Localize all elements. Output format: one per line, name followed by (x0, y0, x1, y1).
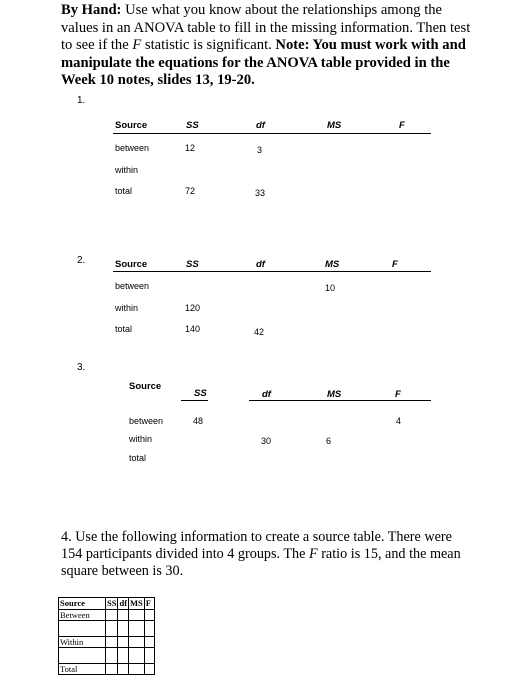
source-table-cell (144, 621, 154, 637)
source-table-label-between: Between (59, 610, 106, 621)
problem-number-1: 1. (77, 95, 86, 106)
source-table-header-f: F (144, 598, 154, 610)
table1-header-df: df (256, 120, 265, 131)
source-table-cell (106, 664, 118, 675)
table1-header-source: Source (115, 120, 148, 131)
source-table-cell (129, 621, 145, 637)
table3-header-df: df (262, 389, 271, 400)
source-table-cell (118, 621, 129, 637)
table3-between-f: 4 (396, 416, 402, 426)
question-4-text-part1: 4. Use the following information to create a source table. There were 154 participants divided into 4 groups. The (61, 529, 452, 563)
table2-header-f: F (392, 259, 398, 270)
table2-header-ms: MS (325, 259, 340, 270)
table3-within-df: 30 (261, 436, 272, 446)
table2-within-ss: 120 (185, 303, 201, 313)
source-table-label-within: Within (59, 637, 106, 648)
source-table (58, 597, 155, 675)
table1-total-ss: 72 (185, 186, 196, 196)
table2-header-source: Source (115, 259, 148, 270)
source-table-header-row (59, 598, 155, 610)
question-4-text (61, 529, 461, 581)
source-table-header-ms: MS (130, 598, 143, 608)
source-table-header-df: df (119, 598, 128, 608)
table3-header-f: F (395, 389, 401, 400)
table3-ss-rule (181, 400, 208, 401)
source-table-header-ss: SS (107, 598, 117, 608)
source-table-row-total (59, 664, 155, 675)
problem-number-2: 2. (77, 255, 86, 266)
table1-row-between: between (115, 143, 150, 153)
instructions-text: Use what you know about the relationships among the values in an ANOVA table to fill in the missing information. Then test to see if the (61, 2, 471, 54)
table1-row-total: total (115, 186, 133, 196)
source-table-cell (59, 621, 106, 637)
question-4-text-part2: ratio is 15, and the mean square between is 30. (61, 546, 461, 580)
source-table-cell (118, 648, 129, 664)
source-table-row-blank (59, 648, 155, 664)
source-table-cell (129, 648, 145, 664)
table2-header-df: df (256, 259, 265, 270)
source-table-cell (129, 637, 145, 648)
table1-header-ms: MS (327, 120, 342, 131)
question-4-f-symbol: F (308, 546, 318, 563)
source-table-cell (144, 664, 154, 675)
table3-header-rule (249, 400, 431, 401)
source-table-cell (106, 610, 118, 621)
f-statistic-symbol: F (132, 37, 142, 54)
table1-between-ss: 12 (185, 143, 196, 153)
by-hand-label: By Hand: (61, 2, 122, 18)
table3-between-ss: 48 (193, 416, 204, 426)
source-table-cell (144, 610, 154, 621)
instructions-paragraph (61, 2, 481, 90)
source-table-cell (118, 664, 129, 675)
table3-within-ms: 6 (326, 436, 332, 446)
table1-total-df: 33 (255, 188, 266, 198)
table3-row-within: within (129, 434, 153, 444)
source-table-header-source: Source (59, 598, 106, 610)
table2-row-between: between (115, 281, 150, 291)
table2-header-rule (113, 271, 431, 272)
source-table-cell (118, 637, 129, 648)
table1-row-within: within (115, 165, 139, 175)
table2-row-within: within (115, 303, 139, 313)
table1-header-ss: SS (186, 120, 199, 131)
source-table-row-between (59, 610, 155, 621)
table2-between-ms: 10 (325, 283, 336, 293)
source-table-cell (106, 621, 118, 637)
source-table-cell (129, 610, 145, 621)
table3-row-total: total (129, 453, 147, 463)
table2-row-total: total (115, 324, 133, 334)
table2-header-ss: SS (186, 259, 199, 270)
source-table-cell (118, 610, 129, 621)
table3-header-source: Source (129, 381, 162, 392)
source-table-label-total: Total (59, 664, 106, 675)
problem-number-3: 3. (77, 362, 86, 373)
source-table-cell (106, 648, 118, 664)
table1-header-f: F (399, 120, 405, 131)
table3-header-ms: MS (327, 389, 342, 400)
table1-between-df: 3 (257, 145, 263, 155)
source-table-cell (144, 637, 154, 648)
source-table-cell (144, 648, 154, 664)
instructions-note: Note: You must work with and manipulate the equations for the ANOVA table provided in the Week 10 notes, slides 13, 19-20. (61, 37, 466, 89)
table2-total-df: 42 (254, 327, 265, 337)
instructions-text-2: statistic is significant. (141, 37, 276, 54)
source-table-cell (129, 664, 145, 675)
table2-total-ss: 140 (185, 324, 201, 334)
source-table-cell (59, 648, 106, 664)
table3-header-ss: SS (194, 388, 207, 399)
table1-header-rule (113, 133, 431, 134)
source-table-cell (106, 637, 118, 648)
source-table-row-within (59, 637, 155, 648)
source-table-row-blank (59, 621, 155, 637)
table3-row-between: between (129, 416, 164, 426)
